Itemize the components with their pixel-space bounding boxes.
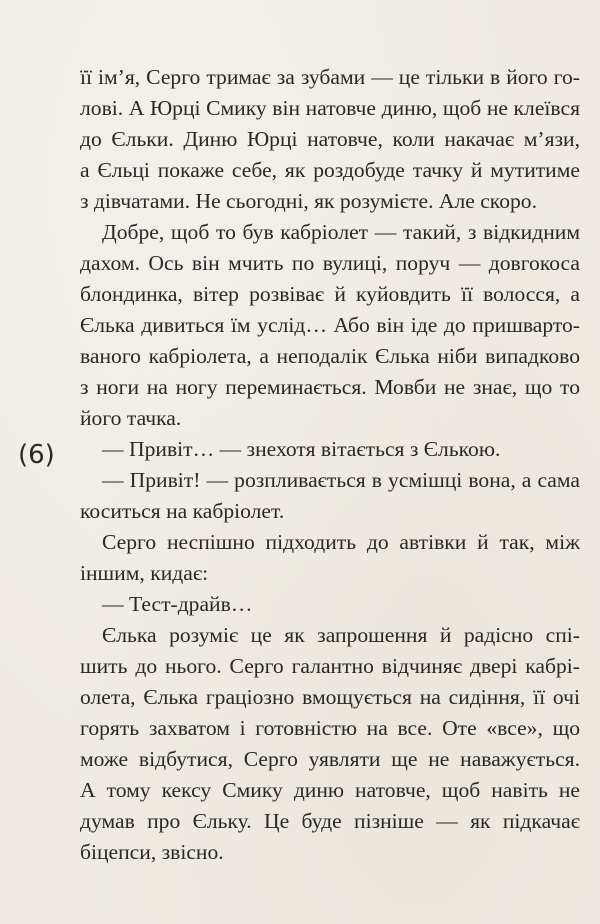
text-line: — Привіт! — розпливається в усмішці вона, а сама xyxy=(102,468,580,492)
text-line: А тому кексу Смику диню натовче, щоб навіть не xyxy=(80,778,580,802)
text-line: Серго неспішно підходить до автівки й так, між xyxy=(102,530,580,554)
page-marker: (6) xyxy=(18,440,55,470)
text-line: блондинка, вітер розвіває й куйовдить її волосся, а xyxy=(80,282,580,306)
text-line: Єлька розуміє це як запрошення й радісно спі- xyxy=(102,623,580,647)
text-line: думав про Єльку. Це буде пізніше — як підкачає xyxy=(80,809,580,833)
text-line: коситься на кабріолет. xyxy=(80,499,285,523)
text-line: іншим, кидає: xyxy=(80,561,209,585)
text-line: а Єльці покаже себе, як роздобуде тачку й мутитиме xyxy=(80,158,580,182)
text-line: з ноги на ногу переминається. Мовби не знає, що то xyxy=(80,375,580,399)
text-line: — Тест-драйв… xyxy=(102,592,253,616)
text-line: шить до нього. Серго галантно відчиняє двері кабрі- xyxy=(80,654,580,678)
text-line: до Єльки. Диню Юрці натовче, коли накачає м’язи, xyxy=(80,127,580,151)
body-text xyxy=(80,62,580,868)
text-line: з дівчатами. Не сьогодні, як розумієте. Але скоро. xyxy=(80,189,537,213)
text-line: може відбутися, Серго уявляти ще не наважується. xyxy=(80,747,580,771)
text-line: Добре, щоб то був кабріолет — такий, з відкидним xyxy=(102,220,580,244)
text-line: його тачка. xyxy=(80,406,182,430)
text-line: її ім’я, Серго тримає за зубами — це тільки в його го- xyxy=(80,65,580,89)
text-line: Єлька дивиться їм услід… Або він іде до пришварто- xyxy=(80,313,580,337)
text-line: — Привіт… — знехотя вітається з Єлькою. xyxy=(102,437,501,461)
text-line: дахом. Ось він мчить по вулиці, поруч — довгокоса xyxy=(80,251,580,275)
text-line: біцепси, звісно. xyxy=(80,840,224,864)
text-line: горять захватом і готовністю на все. Оте «все», що xyxy=(80,716,580,740)
text-line: олета, Єлька граціозно вмощується на сидіння, її очі xyxy=(80,685,580,709)
text-line: лові. А Юрці Смику він натовче диню, щоб не клеївся xyxy=(80,96,580,120)
text-line: ваного кабріолета, а неподалік Єлька ніби випадково xyxy=(80,344,580,368)
